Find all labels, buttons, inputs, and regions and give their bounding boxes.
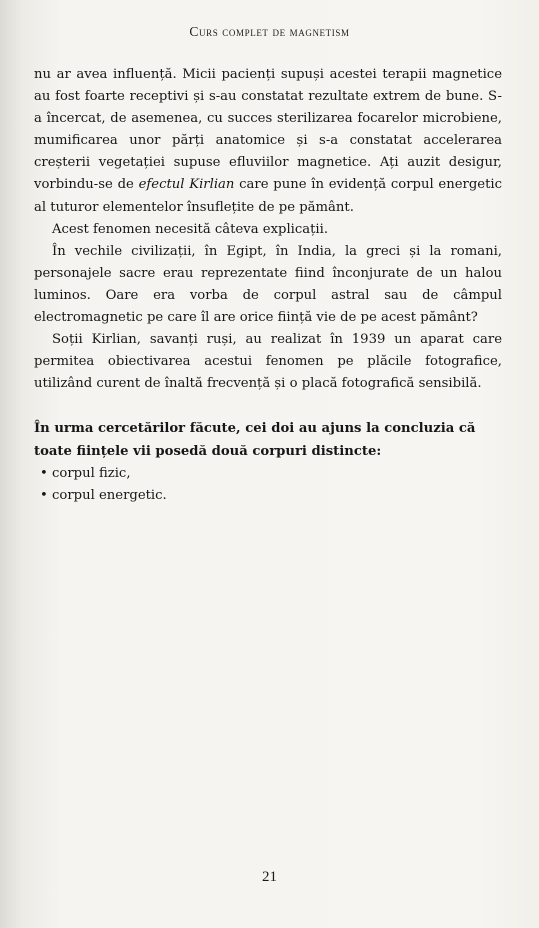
bullet-list — [34, 463, 502, 507]
list-item — [34, 485, 502, 507]
bullet-icon: • — [40, 487, 48, 503]
bullet-icon: • — [40, 465, 48, 481]
list-item-text: corpul fizic, — [52, 465, 131, 481]
paragraph-3: În vechile civilizații, în Egipt, în India, la greci și la romani, personajele sacre erau reprezentate fiind înconjurate de un halou luminos. Oare era vorba de corpul astral sau de câmpul electromagnetic pe care îl are orice ființă vie de pe acest pământ? — [34, 243, 502, 326]
paragraph-1-emphasis: efectul Kirlian — [138, 177, 235, 193]
paragraph-2: Acest fenomen necesită câteva explicații. — [52, 221, 329, 237]
list-item-text: corpul energetic. — [52, 487, 167, 503]
bold-conclusion: În urma cercetărilor făcute, cei doi au ajuns la concluzia că toate ființele vii posedă două corpuri distincte: — [34, 421, 476, 459]
paragraph-1-part-b: care pune în evidență corpul energetic al tuturor elementelor însuflețite de pe pământ. — [34, 177, 502, 215]
paragraph-4: Soții Kirlian, savanți ruși, au realizat în 1939 un aparat care permitea obiectivarea acestui fenomen pe plăcile fotografice, utilizând curent de înaltă frecvență și o placă fotografică sensibilă. — [34, 332, 502, 392]
list-item — [34, 463, 502, 485]
page-number: 21 — [262, 869, 277, 885]
running-head: Curs complet de magnetism — [189, 24, 350, 39]
body-text — [34, 64, 502, 507]
paragraph-1 — [34, 64, 502, 219]
paragraph-1-part-a: nu ar avea influență. Micii pacienți supuși acestei terapii magnetice au fost foarte receptivi și s-au constatat rezultate extrem de bune. S-a încercat, de asemenea, cu succes sterilizarea focarelor microbiene, mumificarea unor părți anatomice și s-a constatat accelerarea creșterii vegetației supuse efluviilor magnetice. Ați auzit desigur, vorbindu-se de — [34, 67, 502, 193]
